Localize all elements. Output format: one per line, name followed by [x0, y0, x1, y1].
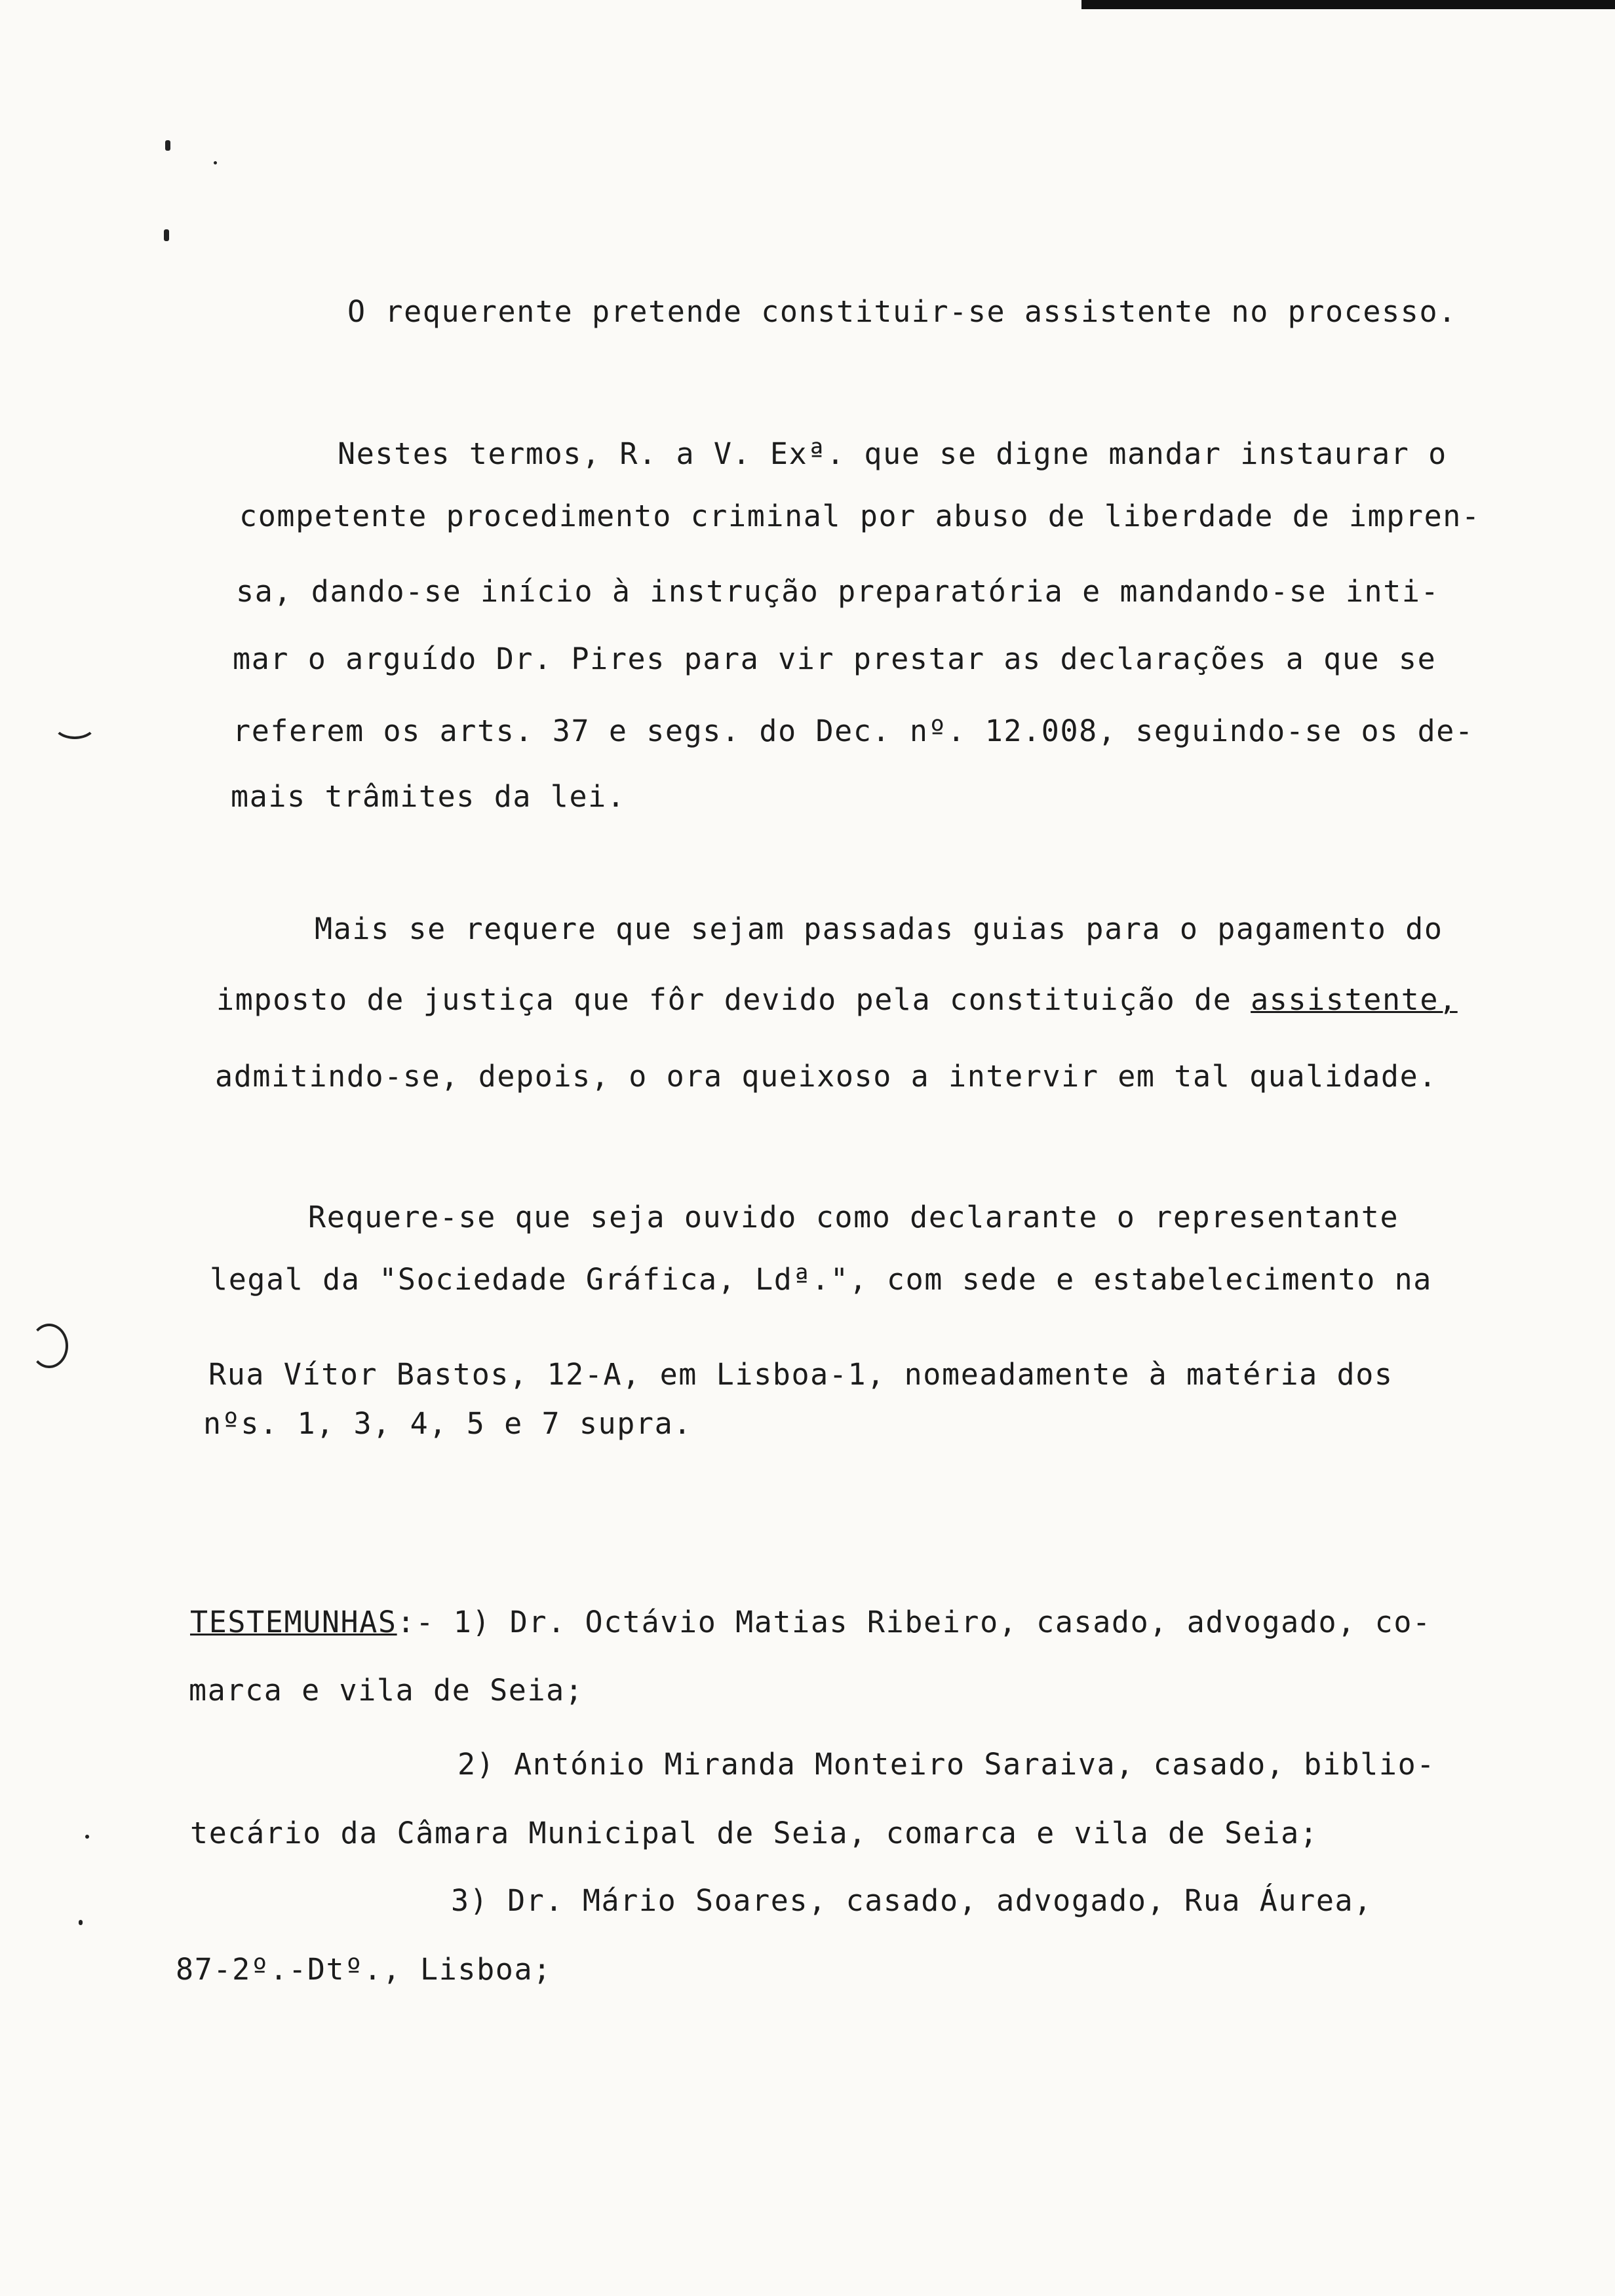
paragraph-2-line: referem os arts. 37 e segs. do Dec. nº. 12.008, seguindo-se os de- [233, 714, 1474, 748]
witness-line [190, 1604, 1431, 1641]
margin-mark [214, 161, 217, 164]
margin-mark [164, 229, 169, 241]
paragraph-2-line: Nestes termos, R. a V. Exª. que se digne mandar instaurar o [338, 436, 1447, 471]
hole-punch-mark [52, 708, 97, 739]
witness-line: 2) António Miranda Monteiro Saraiva, casado, biblio- [457, 1747, 1435, 1782]
paragraph-3-text: imposto de justiça que fôr devido pela constituição de [216, 982, 1232, 1017]
paragraph-1-line: O requerente pretende constituir-se assistente no processo. [347, 294, 1457, 329]
paragraph-2-line: competente procedimento criminal por abuso de liberdade de impren- [239, 499, 1481, 533]
underlined-word: assistente, [1251, 982, 1458, 1017]
paragraph-4-line: nºs. 1, 3, 4, 5 e 7 supra. [203, 1406, 692, 1441]
witness-line: 3) Dr. Mário Soares, casado, advogado, Rua Áurea, [451, 1883, 1372, 1918]
hole-punch-mark [30, 1324, 68, 1368]
paragraph-4-line: legal da "Sociedade Gráfica, Ldª.", com sede e estabelecimento na [210, 1262, 1432, 1297]
margin-mark [165, 140, 170, 151]
top-edge-bar [1081, 0, 1615, 9]
paragraph-3-line [216, 982, 1458, 1018]
paragraph-4-line: Requere-se que seja ouvido como declarante o representante [308, 1200, 1399, 1234]
paragraph-4-line: Rua Vítor Bastos, 12-A, em Lisboa-1, nomeadamente à matéria dos [208, 1357, 1393, 1392]
witness-line: marca e vila de Seia; [189, 1673, 584, 1708]
margin-mark [79, 1920, 83, 1925]
witnesses-heading: TESTEMUNHAS [190, 1605, 397, 1639]
margin-mark [85, 1835, 89, 1839]
paragraph-2-line: mar o arguído Dr. Pires para vir prestar as declarações a que se [233, 641, 1437, 676]
paragraph-2-line: sa, dando-se início à instrução preparatória e mandando-se inti- [236, 574, 1440, 609]
paragraph-3-line: admitindo-se, depois, o ora queixoso a intervir em tal qualidade. [215, 1059, 1437, 1094]
witness-line: tecário da Câmara Municipal de Seia, comarca e vila de Seia; [190, 1816, 1319, 1850]
paragraph-2-line: mais trâmites da lei. [231, 779, 626, 814]
witnesses-separator: :- [397, 1605, 454, 1639]
paragraph-3-line: Mais se requere que sejam passadas guias para o pagamento do [315, 911, 1443, 946]
witness-1-text: 1) Dr. Octávio Matias Ribeiro, casado, advogado, co- [453, 1605, 1431, 1639]
witness-line: 87-2º.-Dtº., Lisboa; [176, 1952, 552, 1987]
